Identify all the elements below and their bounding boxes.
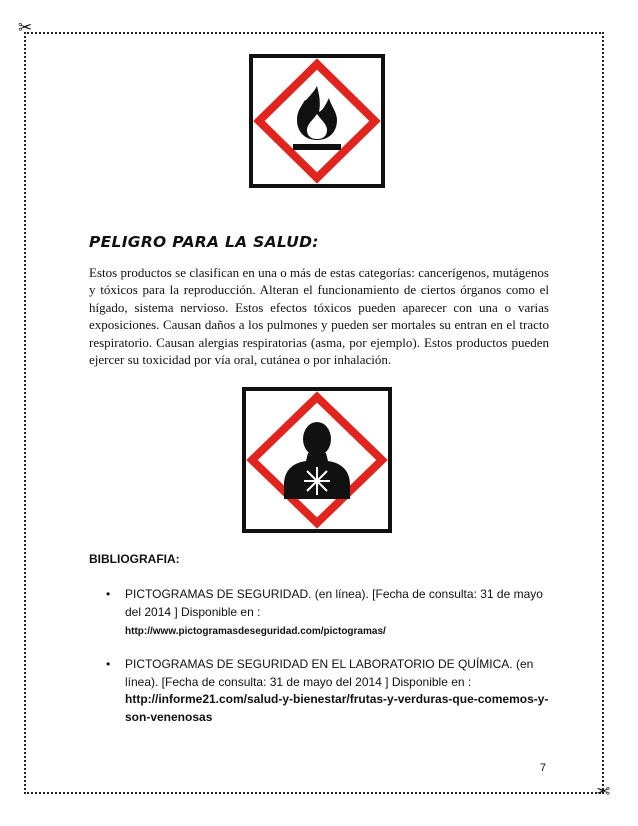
bibliography-entry [106,656,555,726]
body-paragraph: Estos productos se clasifican en una o más de estas categorías: cancerígenos, mutágenos y tóxicos para la reproducción. Alteran el funcionamiento de ciertos órganos como el hígado, sistema nervioso. Estos efectos tóxicos pueden aparecer con una o varias exposiciones. Causan daños a los pulmones y pueden ser mortales su entran en el tracto respiratorio. Causan alergias respiratorias (asma, por ejemplo). Estos productos pueden ejercer su toxicidad por vía oral, cutánea o por inhalación. [89,265,549,368]
scissors-icon: ✂ [596,782,611,802]
section-heading: PELIGRO PARA LA SALUD: [89,233,319,251]
health-hazard-pictogram [242,387,392,533]
flammable-flame-icon [249,54,385,188]
bullet-icon: • [106,587,111,601]
bibliography-title: BIBLIOGRAFIA: [89,552,180,566]
reference-text: PICTOGRAMAS DE SEGURIDAD. (en línea). [Fecha de consulta: 31 de mayo del 2014 ] Disponible en : [125,587,543,619]
reference-text: PICTOGRAMAS DE SEGURIDAD EN EL LABORATORIO DE QUÍMICA. (en línea). [Fecha de consulta: 31 de mayo del 2014 ] Disponible en : [125,657,534,689]
scissors-icon: ✂ [18,18,33,38]
bibliography-entry [106,586,555,641]
page-number: 7 [540,762,547,774]
bullet-icon: • [106,657,111,671]
health-hazard-icon [242,387,392,533]
reference-url-link[interactable]: http://www.pictogramasdeseguridad.com/pictogramas/ [125,626,386,637]
reference-url-link[interactable]: http://informe21.com/salud-y-bienestar/frutas-y-verduras-que-comemos-y-son-venenosas [125,692,549,724]
flammable-pictogram [249,54,385,188]
